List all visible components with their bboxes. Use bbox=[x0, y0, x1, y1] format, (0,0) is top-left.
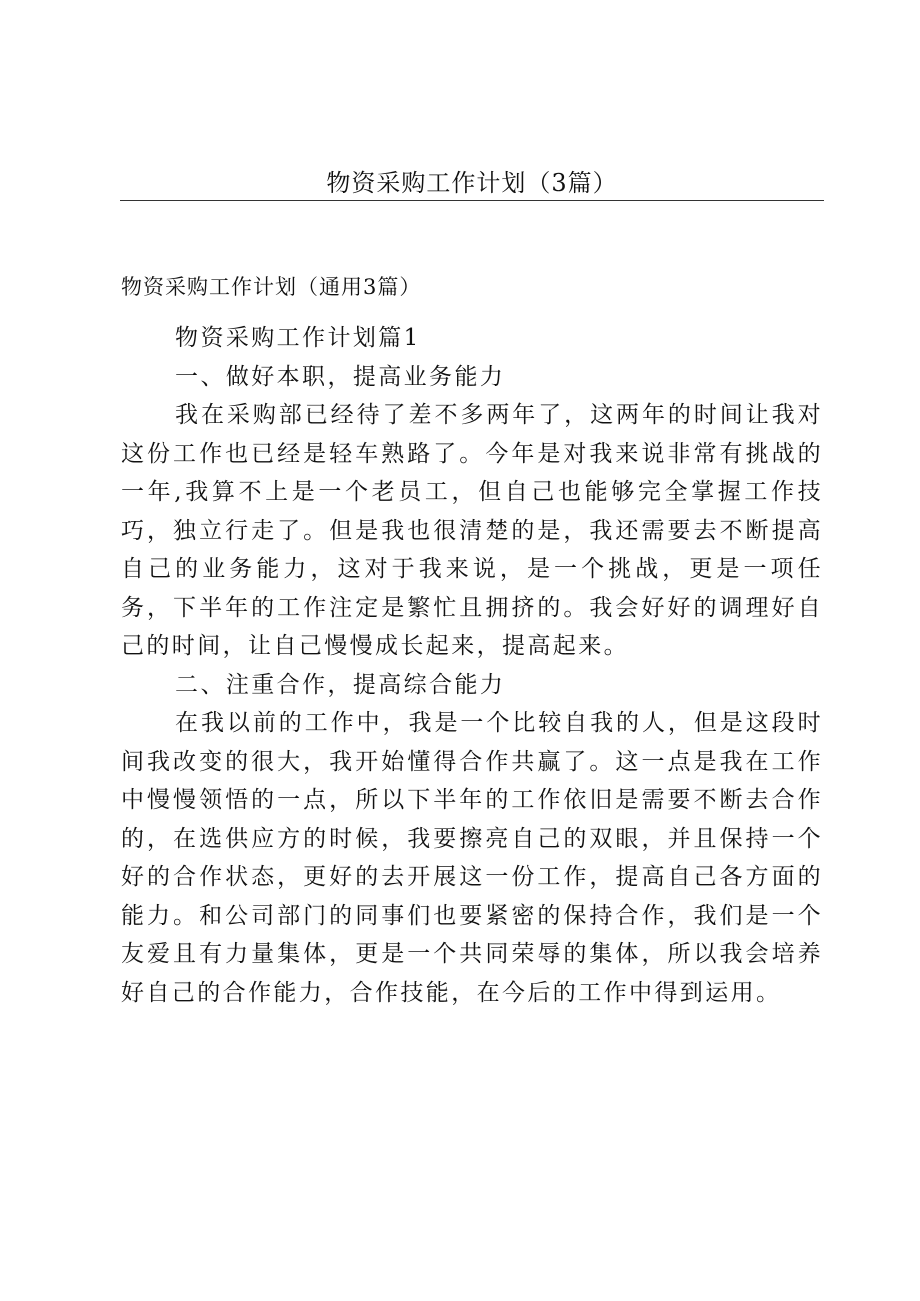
document-body bbox=[121, 319, 823, 1012]
page-header-title: 物资采购工作计划（3篇） bbox=[326, 169, 618, 197]
section-paragraph-1: 我在采购部已经待了差不多两年了，这两年的时间让我对这份工作也已经是轻车熟路了。今年是对我来说非常有挑战的一年,我算不上是一个老员工，但自己也能够完全掌握工作技巧，独立行走了。但是我也很清楚的是，我还需要去不断提高自己的业务能力，这对于我来说，是一个挑战，更是一项任务，下半年的工作注定是繁忙且拥挤的。我会好好的调理好自己的时间，让自己慢慢成长起来，提高起来。 bbox=[121, 402, 823, 659]
header-divider bbox=[120, 200, 824, 201]
chapter-heading: 物资采购工作计划篇1 bbox=[175, 325, 421, 351]
section-paragraph-2: 在我以前的工作中，我是一个比较自我的人，但是这段时间我改变的很大，我开始懂得合作共赢了。这一点是我在工作中慢慢领悟的一点，所以下半年的工作依旧是需要不断去合作的，在选供应方的时候，我要擦亮自己的双眼，并且保持一个好的合作状态，更好的去开展这一份工作，提高自己各方面的能力。和公司部门的同事们也要紧密的保持合作，我们是一个友爱且有力量集体，更是一个共同荣辱的集体，所以我会培养好自己的合作能力，合作技能，在今后的工作中得到运用。 bbox=[121, 710, 823, 1006]
section-heading-2: 二、注重合作，提高综合能力 bbox=[175, 671, 506, 698]
section-heading-1: 一、做好本职，提高业务能力 bbox=[175, 363, 506, 390]
document-title: 物资采购工作计划（通用3篇） bbox=[121, 275, 422, 299]
